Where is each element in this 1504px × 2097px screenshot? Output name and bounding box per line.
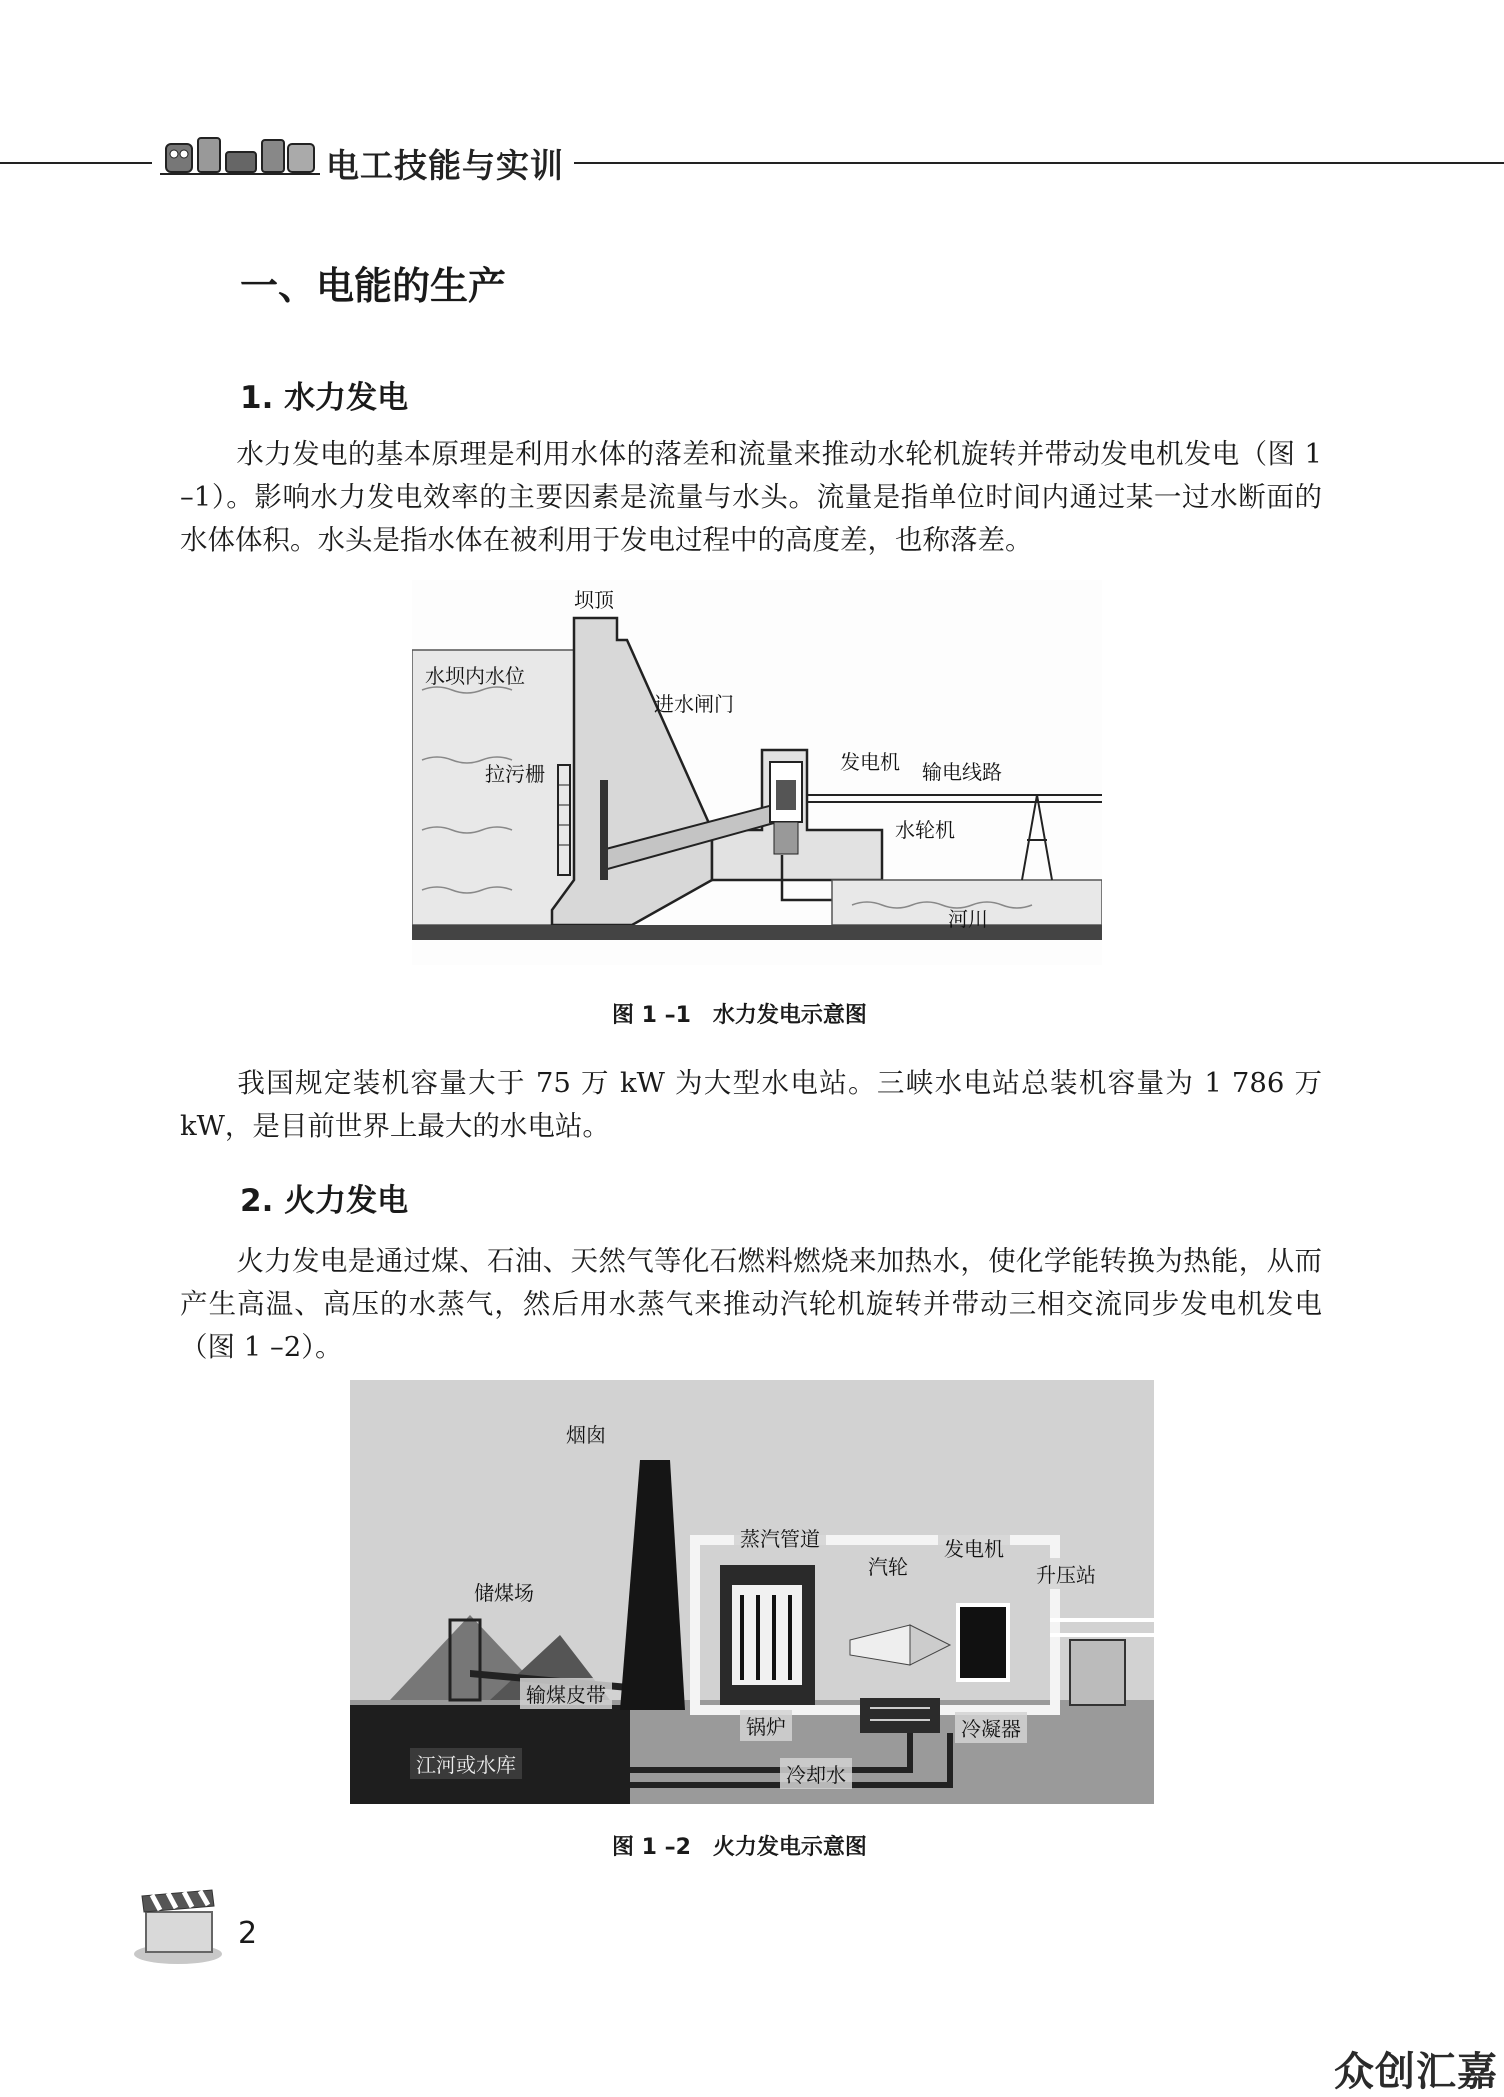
- label-river-reservoir: 江河或水库: [410, 1748, 522, 1779]
- hydro-heading: 1. 水力发电: [240, 380, 409, 416]
- label-condenser: 冷凝器: [955, 1712, 1027, 1743]
- header-title: 电工技能与实训: [326, 146, 564, 185]
- section-title: 一、电能的生产: [240, 264, 507, 308]
- thermal-paragraph-1: 火力发电是通过煤、石油、天然气等化石燃料燃烧来加热水，使化学能转换为热能，从而产生高温、高压的水蒸气，然后用水蒸气来推动汽轮机旋转并带动三相交流同步发电机发电（图 1 –2）。: [180, 1245, 1322, 1363]
- label-reservoir-level: 水坝内水位: [425, 664, 525, 688]
- figure-1-2-caption: 图 1 –2 火力发电示意图: [612, 1835, 867, 1860]
- label-conveyor: 输煤皮带: [520, 1678, 612, 1709]
- label-steam-turbine: 汽轮: [862, 1550, 914, 1581]
- label-turbine: 水轮机: [895, 818, 955, 842]
- hydro-paragraph-2: 我国规定装机容量大于 75 万 kW 为大型水电站。三峡水电站总装机容量为 1 786 万 kW，是目前世界上最大的水电站。: [180, 1067, 1322, 1142]
- header-robots-icon: [160, 130, 320, 180]
- label-transmission: 输电线路: [922, 760, 1002, 784]
- header-rule-right: [574, 162, 1504, 164]
- header-rule-left: [0, 162, 152, 164]
- label-substation: 升压站: [1030, 1558, 1102, 1589]
- label-steam-pipe: 蒸汽管道: [734, 1522, 826, 1553]
- hydro-paragraph-1: 水力发电的基本原理是利用水体的落差和流量来推动水轮机旋转并带动发电机发电（图 1 –1）。影响水力发电效率的主要因素是流量与水头。流量是指单位时间内通过某一过水断面的水体体积。水头是指水体在被利用于发电过程中的高度差，也称落差。: [180, 438, 1322, 556]
- page-number: 2: [238, 1916, 258, 1951]
- clapperboard-icon: [132, 1888, 224, 1966]
- label-boiler: 锅炉: [740, 1710, 792, 1741]
- label-cooling-water: 冷却水: [780, 1758, 852, 1789]
- label-intake-gate: 进水闸门: [654, 692, 734, 716]
- label-generator: 发电机: [840, 750, 900, 774]
- label-trash-rack: 拉污栅: [485, 762, 545, 786]
- label-generator-2: 发电机: [938, 1532, 1010, 1563]
- figure-1-1-caption: 图 1 –1 水力发电示意图: [612, 1003, 867, 1028]
- label-river: 河川: [948, 907, 988, 931]
- label-chimney: 烟囱: [560, 1418, 612, 1449]
- thermal-heading: 2. 火力发电: [240, 1183, 409, 1219]
- label-coal-yard: 储煤场: [468, 1576, 540, 1607]
- watermark: 众创汇嘉: [1334, 2049, 1498, 2095]
- label-dam-top: 坝顶: [574, 588, 614, 612]
